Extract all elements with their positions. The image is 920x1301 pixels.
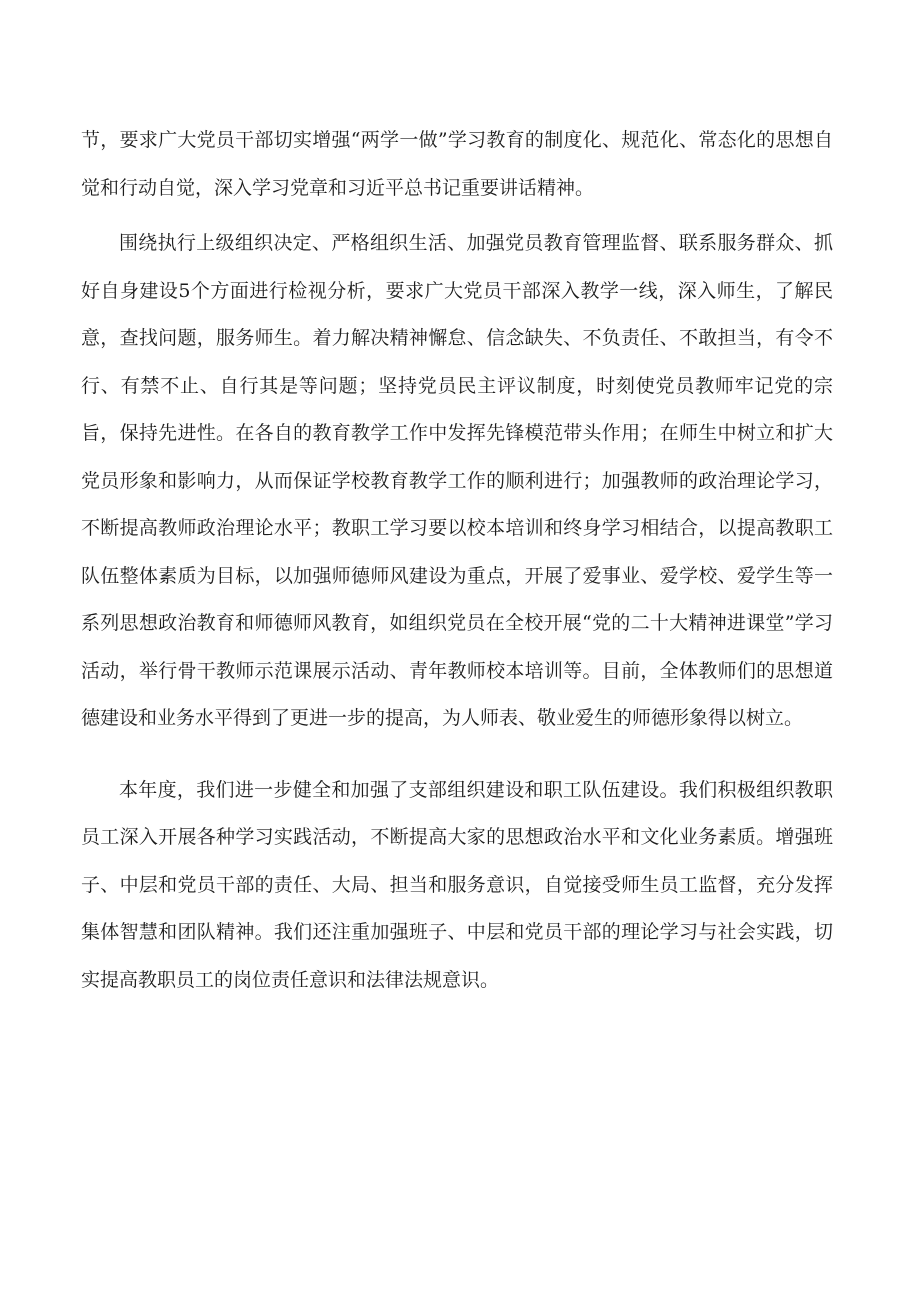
- paragraph-1: 节，要求广大党员干部切实增强“两学一做”学习教育的制度化、规范化、常态化的思想自觉和行动自觉，深入学习党章和习近平总书记重要讲话精神。: [81, 129, 833, 199]
- paragraph-3: 本年度，我们进一步健全和加强了支部组织建设和职工队伍建设。我们积极组织教职员工深入开展各种学习实践活动，不断提高大家的思想政治水平和文化业务素质。增强班子、中层和党员干部的责任、大局、担当和服务意识，自觉接受师生员工监督，充分发挥集体智慧和团队精神。我们还注重加强班子、中层和党员干部的理论学习与社会实践，切实提高教职员工的岗位责任意识和法律法规意识。: [81, 778, 833, 991]
- document-body: [81, 117, 833, 1004]
- paragraph-gap: [81, 743, 833, 767]
- paragraph-gap: [81, 212, 833, 220]
- paragraph-2: 围绕执行上级组织决定、严格组织生活、加强党员教育管理监督、联系服务群众、抓好自身建设5个方面进行检视分析，要求广大党员干部深入教学一线，深入师生，了解民意，查找问题，服务师生。着力解决精神懈怠、信念缺失、不负责任、不敢担当，有令不行、有禁不止、自行其是等问题；坚持党员民主评议制度，时刻使党员教师牢记党的宗旨，保持先进性。在各自的教育教学工作中发挥先锋模范带头作用；在师生中树立和扩大党员形象和影响力，从而保证学校教育教学工作的顺利进行；加强教师的政治理论学习，不断提高教师政治理论水平；教职工学习要以校本培训和终身学习相结合，以提高教职工队伍整体素质为目标，以加强师德师风建设为重点，开展了爱事业、爱学校、爱学生等一系列思想政治教育和师德师风教育，如组织党员在全校开展“党的二十大精神进课堂”学习活动，举行骨干教师示范课展示活动、青年教师校本培训等。目前，全体教师们的思想道德建设和业务水平得到了更进一步的提高，为人师表、敬业爱生的师德形象得以树立。: [81, 232, 833, 729]
